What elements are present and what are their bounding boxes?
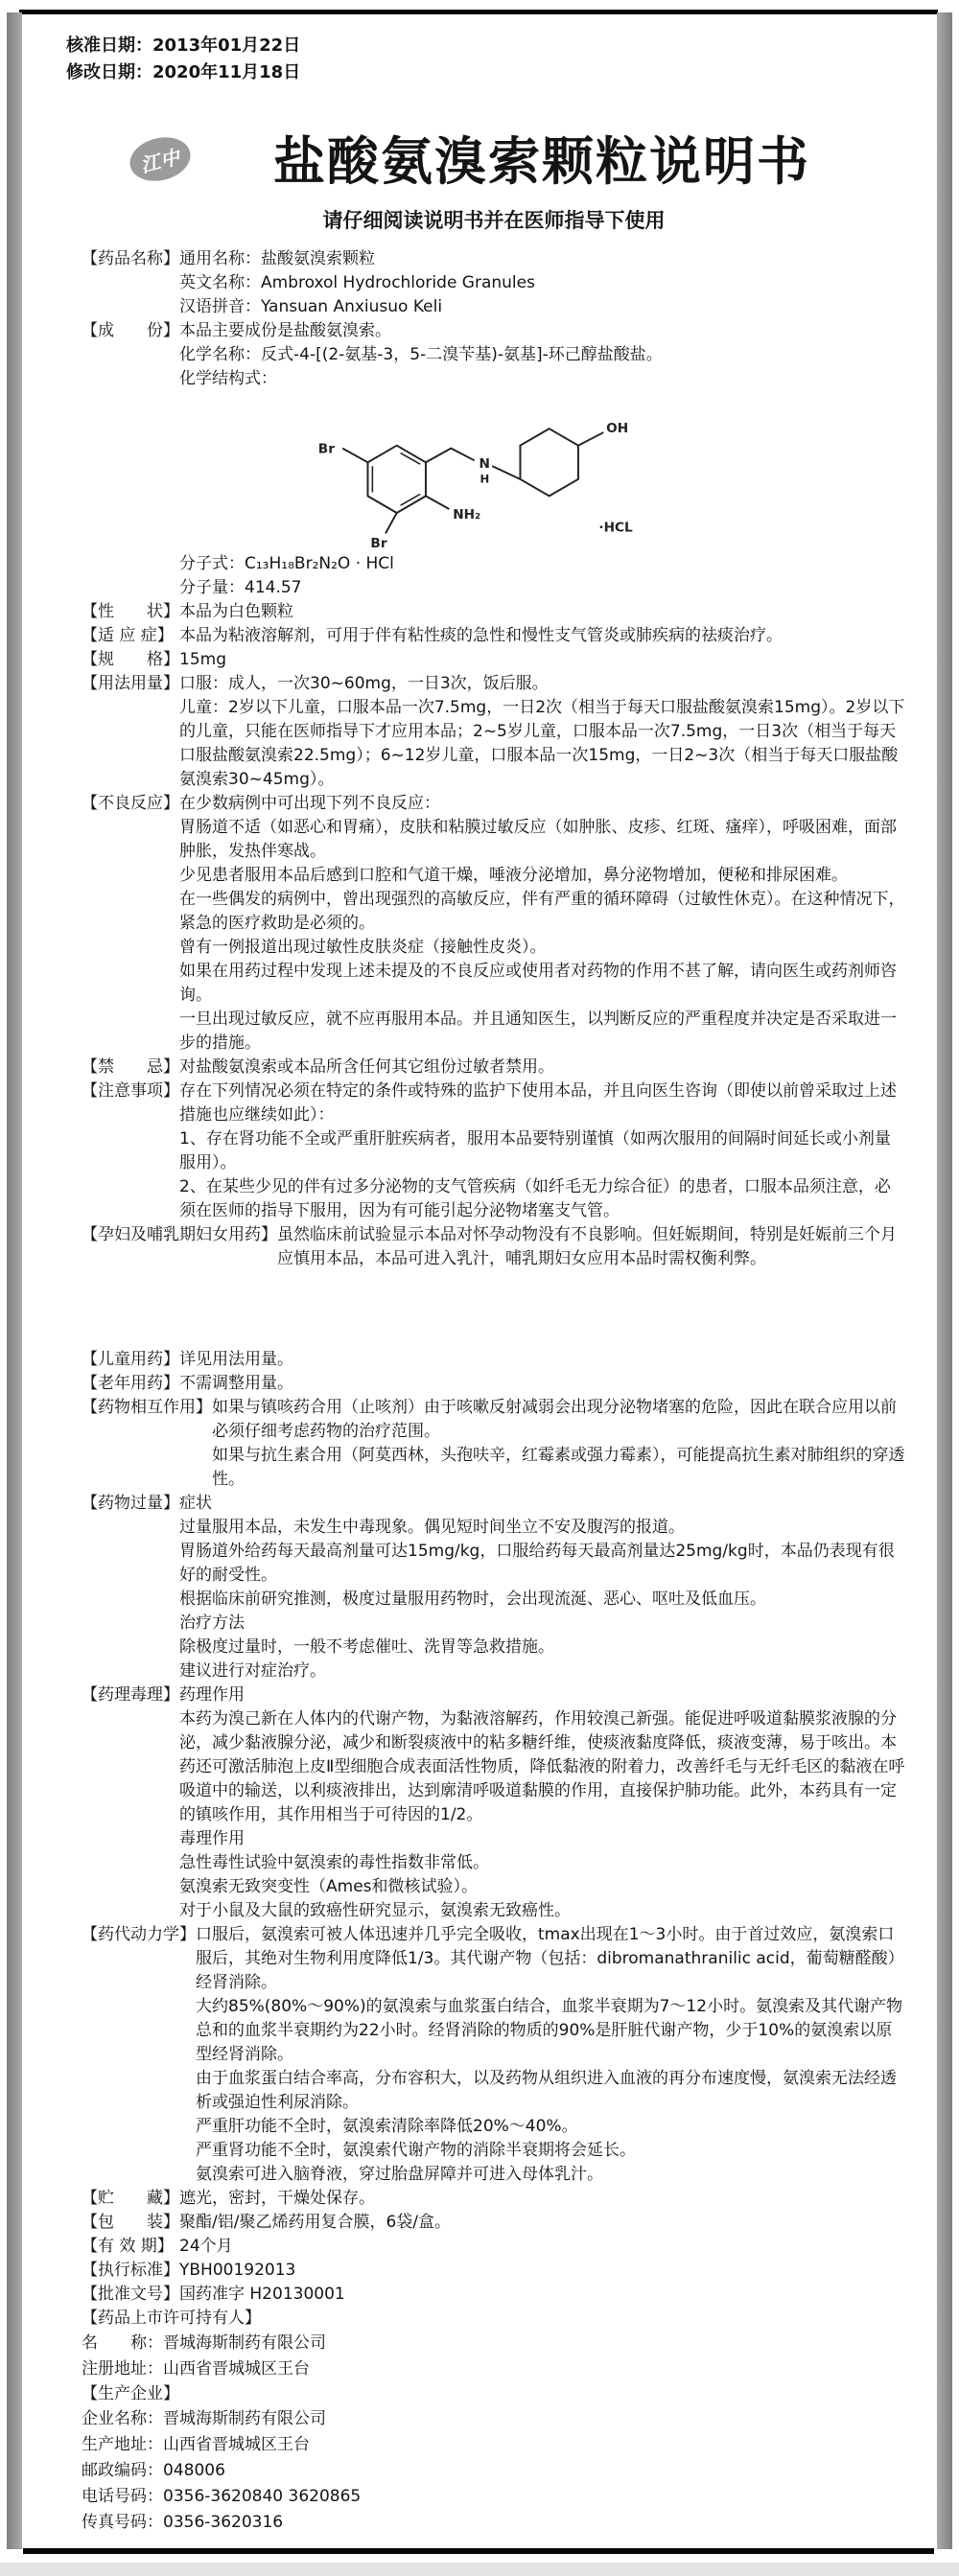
section-precautions	[82, 1079, 906, 1223]
section-label: 【有 效 期】	[82, 2237, 174, 2256]
bottom-rule-line	[23, 2548, 934, 2554]
section-line: 对于小鼠及大鼠的致癌性研究显示，氨溴索无致癌性。	[179, 1901, 571, 1920]
section-line: 少见患者服用本品后感到口腔和气道干燥，唾液分泌增加，鼻分泌物增加，便秘和排尿困难。	[179, 866, 848, 885]
section-line: 曾有一例报道出现过敏性皮肤炎症（接触性皮炎）。	[179, 938, 547, 957]
usage-notice: 请仔细阅读说明书并在医师指导下使用	[322, 209, 666, 232]
section-line: 对盐酸氨溴索或本品所含任何其它组份过敏者禁用。	[179, 1057, 554, 1077]
section-line: 虽然临床前试验显示本品对怀孕动物没有不良影响。但妊娠期间，特别是妊娠前三个月应慎用本品，本品可进入乳汁，哺乳期妇女应用本品时需权衡利弊。	[277, 1225, 897, 1268]
section-line: 1、存在肾功能不全或严重肝脏疾病者，服用本品要特别谨慎（如两次服用的间隔时间延长或小剂量服用）。	[179, 1129, 891, 1172]
atom-label-br-bottom: Br	[370, 536, 387, 548]
section-line: 名 称：晋城海斯制药有限公司	[82, 2333, 326, 2353]
section-line: 15mg	[179, 650, 226, 669]
section-line: 严重肾功能不全时，氨溴索代谢产物的消除半衰期将会延长。	[196, 2141, 636, 2160]
section-label: 【药物相互作用】	[82, 1398, 212, 1417]
section-label: 【执行标准】	[82, 2261, 179, 2280]
section-label: 【药品上市许可持有人】	[82, 2309, 261, 2328]
section-line: 根据临床前研究推测，极度过量服用药物时，会出现流涎、恶心、呕吐及低血压。	[179, 1590, 766, 1609]
section-license-holder	[82, 2307, 906, 2382]
section-label: 【不良反应】	[82, 794, 179, 813]
section-line: 症状	[179, 1494, 212, 1513]
section-executive-standard	[82, 2259, 906, 2283]
section-line: 严重肝功能不全时，氨溴索清除率降低20%～40%。	[196, 2117, 578, 2136]
section-pediatric-use	[82, 1348, 906, 1372]
page-bottom-band	[0, 2563, 959, 2576]
section-line: 遮光，密封，干燥处保存。	[179, 2189, 375, 2208]
atom-label-nh2: NH₂	[453, 506, 481, 522]
atom-label-hcl: ·HCL	[598, 520, 633, 536]
section-label: 【生产企业】	[82, 2384, 179, 2403]
section-line: 如果与镇咳药合用（止咳剂）由于咳嗽反射减弱会出现分泌物堵塞的危险，因此在联合应用以前必须仔细考虑药物的治疗范围。	[212, 1398, 897, 1441]
section-label: 【贮 藏】	[82, 2189, 179, 2208]
section-label: 【用法用量】	[82, 674, 179, 693]
atom-label-oh: OH	[606, 421, 629, 437]
section-strength	[82, 648, 906, 672]
section-line: 存在下列情况必须在特定的条件或特殊的监护下使用本品，并且向医生咨询（即使以前曾采取过上述措施也应继续如此）：	[179, 1081, 897, 1125]
section-line: YBH00192013	[179, 2261, 296, 2280]
section-line: 口服后，氨溴索可被人体迅速并几乎完全吸收，tmax出现在1～3小时。由于首过效应，氨溴索口服后，其绝对生物利用度降低1/3。其代谢产物（包括：dibromanathranilic acid，葡萄糖醛酸）经肾消除。	[196, 1925, 904, 1992]
section-drug-name	[82, 247, 906, 319]
section-line: 本品主要成份是盐酸氨溴索。	[179, 321, 391, 340]
section-line: 一旦出现过敏反应，就不应再服用本品。并且通知医生，以判断反应的严重程度并决定是否采取进一步的措施。	[179, 1010, 897, 1053]
left-fold-strip	[7, 12, 22, 2549]
section-pregnancy-lactation	[82, 1223, 906, 1271]
section-line: 化学结构式：	[179, 369, 277, 388]
page-title: 盐酸氨溴索颗粒说明书	[273, 131, 810, 192]
section-line: 如果在用药过程中发现上述未提及的不良反应或使用者对药物的作用不甚了解，请向医生或药剂师咨询。	[179, 962, 897, 1005]
section-label: 【孕妇及哺乳期妇女用药】	[82, 1225, 277, 1244]
section-line: 生产地址：山西省晋城城区王台	[82, 2435, 310, 2454]
section-line: 大约85%(80%～90%)的氨溴索与血浆蛋白结合，血浆半衰期为7～12小时。氨溴索及其代谢产物总和的血浆半衰期约为22小时。经肾消除的物质的90%是肝脏代谢产物，少于10%的氨溴索以原型经肾消除。	[196, 1997, 903, 2064]
section-line: 治疗方法	[179, 1613, 245, 1633]
section-line: 国药准字 H20130001	[179, 2285, 345, 2304]
molecular-weight: 分子量：414.57	[179, 578, 302, 597]
section-packaging	[82, 2211, 906, 2235]
section-label: 【包 装】	[82, 2213, 179, 2232]
section-label: 【适 应 症】	[82, 626, 174, 645]
logo-text: 江中	[138, 144, 183, 177]
section-line: 注册地址：山西省晋城城区王台	[82, 2359, 310, 2379]
molecular-formula: 分子式：C₁₃H₁₈Br₂N₂O · HCl	[179, 554, 394, 573]
revision-date: 修改日期：2020年11月18日	[66, 62, 301, 82]
section-approval-number	[82, 2283, 906, 2307]
atom-label-br-top: Br	[317, 441, 335, 457]
section-line: 口服：成人，一次30~60mg，一日3次，饭后服。	[179, 674, 549, 693]
section-dosage	[82, 672, 906, 792]
section-line: 企业名称：晋城海斯制药有限公司	[82, 2409, 326, 2428]
section-drug-interactions	[82, 1396, 906, 1492]
section-line: 通用名称：盐酸氨溴索颗粒	[179, 249, 375, 268]
section-contraindications	[82, 1056, 906, 1079]
chemical-structure-diagram	[256, 397, 906, 548]
section-line: 胃肠道外给药每天最高剂量可达15mg/kg，口服给药每天最高剂量达25mg/kg时，本品仍表现有很好的耐受性。	[179, 1542, 895, 1585]
jiangzhong-brand-logo	[126, 131, 196, 187]
sections	[82, 247, 906, 2536]
section-label: 【药物过量】	[82, 1494, 179, 1513]
atom-label-h: H	[480, 472, 490, 486]
section-line: 化学名称：反式-4-[(2-氨基-3，5-二溴苄基)-氨基]-环己醇盐酸盐。	[179, 345, 663, 364]
section-manufacturer	[82, 2382, 906, 2536]
section-label: 【药品名称】	[82, 249, 179, 268]
section-label: 【儿童用药】	[82, 1350, 179, 1369]
section-line: 24个月	[179, 2237, 233, 2256]
section-label: 【注意事项】	[82, 1081, 179, 1101]
approval-date: 核准日期：2013年01月22日	[66, 35, 301, 56]
section-line: 胃肠道不适（如恶心和胃痛），皮肤和粘膜过敏反应（如肿胀、皮疹、红斑、瘙痒），呼吸困难，面部肿胀，发热伴寒战。	[179, 818, 897, 861]
section-line: 在一些偶发的病例中，曾出现强烈的高敏反应，伴有严重的循环障碍（过敏性休克）。在这种情况下，紧急的医疗救助是必须的。	[179, 890, 905, 933]
section-pharmacology-toxicology	[82, 1683, 906, 1923]
section-label: 【药代动力学】	[82, 1925, 196, 1944]
section-label: 【老年用药】	[82, 1374, 179, 1393]
section-indications	[82, 624, 906, 648]
section-line: 如果与抗生素合用（阿莫西林，头孢呋辛，红霉素或强力霉素），可能提高抗生素对肺组织的穿透性。	[212, 1446, 905, 1489]
section-line: 英文名称：Ambroxol Hydrochloride Granules	[179, 273, 535, 292]
section-line: 除极度过量时，一般不考虑催吐、洗胃等急救措施。	[179, 1637, 554, 1657]
section-line: 在少数病例中可出现下列不良反应：	[179, 794, 440, 813]
section-line: 氨溴索可进入脑脊液，穿过胎盘屏障并可进入母体乳汁。	[196, 2165, 603, 2184]
section-line: 儿童：2岁以下儿童，口服本品一次7.5mg，一日2次（相当于每天口服盐酸氨溴索15mg）。2岁以下的儿童，只能在医师指导下才应用本品；2~5岁儿童，口服本品一次7.5mg，一日3次（相当于每天口服盐酸氨溴索22.5mg）；6~12岁儿童，口服本品一次15mg，一日2~3次（相当于每天口服盐酸氨溴索30~45mg）。	[179, 698, 905, 789]
leaflet-header	[82, 130, 906, 197]
section-line: 由于血浆蛋白结合率高，分布容积大，以及药物从组织进入血液的再分布速度慢，氨溴索无法经透析或强迫性利尿消除。	[196, 2069, 897, 2112]
section-line: 聚酯/铝/聚乙烯药用复合膜，6袋/盒。	[179, 2213, 451, 2232]
section-line: 2、在某些少见的伴有过多分泌物的支气管疾病（如纤毛无力综合征）的患者，口服本品须注意，必须在医师的指导下服用，因为有可能引起分泌物堵塞支气管。	[179, 1177, 891, 1220]
section-label: 【性 状】	[82, 602, 179, 621]
section-overdose	[82, 1492, 906, 1683]
section-line: 汉语拼音：Yansuan Anxiusuo Keli	[179, 297, 443, 316]
section-line: 急性毒性试验中氨溴索的毒性指数非常低。	[179, 1853, 489, 1872]
section-pharmacokinetics	[82, 1923, 906, 2187]
section-label: 【规 格】	[82, 650, 179, 669]
section-line: 毒理作用	[179, 1829, 245, 1848]
section-line: 邮政编码：048006	[82, 2461, 225, 2480]
section-adverse-reactions	[82, 792, 906, 1056]
section-line: 建议进行对症治疗。	[179, 1661, 326, 1681]
section-line: 不需调整用量。	[179, 1374, 293, 1393]
section-label: 【禁 忌】	[82, 1057, 179, 1077]
section-composition	[82, 319, 906, 600]
section-line: 电话号码：0356-3620840 3620865	[82, 2487, 362, 2506]
section-line: 本品为白色颗粒	[179, 602, 293, 621]
section-label: 【批准文号】	[82, 2285, 179, 2304]
atom-label-n: N	[479, 456, 490, 473]
section-label: 【药理毒理】	[82, 1685, 179, 1705]
section-line: 传真号码：0356-3620316	[82, 2513, 284, 2532]
date-block	[66, 33, 906, 86]
section-line: 氨溴索无致突变性（Ames和微核试验）。	[179, 1877, 479, 1896]
section-shelf-life	[82, 2235, 906, 2259]
section-description	[82, 600, 906, 624]
section-line: 过量服用本品，未发生中毒现象。偶见短时间坐立不安及腹泻的报道。	[179, 1518, 685, 1537]
section-geriatric-use	[82, 1372, 906, 1396]
right-fold-strip	[937, 12, 952, 2549]
section-storage	[82, 2187, 906, 2211]
section-label: 【成 份】	[82, 321, 179, 340]
section-line: 本品为粘液溶解剂，可用于伴有粘性痰的急性和慢性支气管炎或肺疾病的祛痰治疗。	[179, 626, 783, 645]
section-line: 药理作用	[179, 1685, 245, 1705]
leaflet-content	[66, 0, 906, 2536]
section-line: 详见用法用量。	[179, 1350, 293, 1369]
section-line: 本药为溴己新在人体内的代谢产物，为黏液溶解药，作用较溴己新强。能促进呼吸道黏膜浆液腺的分泌，减少黏液腺分泌，减少和断裂痰液中的粘多糖纤维，使痰液黏度降低，痰液变薄，易于咳出。本药还可激活肺泡上皮Ⅱ型细胞合成表面活性物质，降低黏液的附着力，改善纤毛与无纤毛区的黏液在呼吸道中的输送，以利痰液排出，达到廓清呼吸道黏膜的作用，直接保护肺功能。此外，本药具有一定的镇咳作用，其作用相当于可待因的1/2。	[179, 1709, 905, 1824]
